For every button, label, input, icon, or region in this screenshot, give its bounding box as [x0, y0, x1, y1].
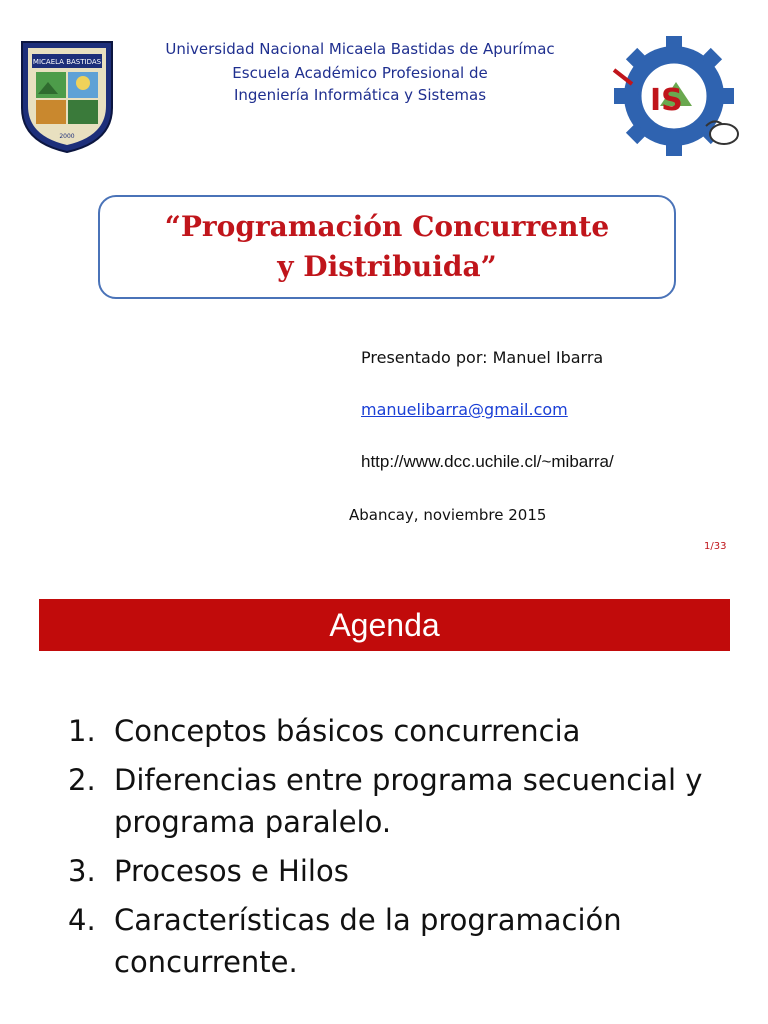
agenda-item-number: 1. [68, 714, 96, 748]
university-name: Universidad Nacional Micaela Bastidas de Apurímac [165, 40, 555, 58]
page-number: 1/33 [704, 541, 727, 552]
agenda-item [68, 710, 748, 752]
place-date: Abancay, noviembre 2015 [349, 506, 547, 524]
email-link[interactable]: manuelibarra@gmail.com [361, 400, 568, 419]
program-name: Ingeniería Informática y Sistemas [233, 86, 487, 104]
agenda-item-number: 2. [68, 763, 96, 797]
agenda-item-text: Conceptos básicos concurrencia [114, 714, 581, 748]
agenda-item-text: Características de la programación concurrente. [114, 903, 622, 979]
agenda-title: Agenda [329, 606, 440, 643]
agenda-item [68, 850, 748, 892]
presentation-title: “Programación Concurrente y Distribuida” [164, 210, 610, 283]
presenter-text: Presentado por: Manuel Ibarra [361, 348, 604, 367]
agenda-item-text: Procesos e Hilos [114, 854, 349, 888]
university-crest-logo [18, 38, 116, 154]
agenda-item-number: 4. [68, 903, 96, 937]
svg-text:IS: IS [650, 83, 683, 118]
agenda-item [68, 899, 748, 983]
website-url[interactable]: http://www.dcc.uchile.cl/~mibarra/ [361, 452, 614, 471]
school-name: Escuela Académico Profesional de [232, 64, 488, 82]
agenda-list [68, 710, 748, 990]
agenda-item-text: Diferencias entre programa secuencial y programa paralelo. [114, 763, 703, 839]
svg-text:MICAELA BASTIDAS: MICAELA BASTIDAS [32, 58, 102, 66]
agenda-item-number: 3. [68, 854, 96, 888]
svg-text:2000: 2000 [59, 133, 75, 140]
agenda-item [68, 759, 748, 843]
department-gear-logo [606, 34, 746, 164]
presentation-title-box [98, 195, 676, 299]
agenda-header-bar [39, 599, 730, 651]
